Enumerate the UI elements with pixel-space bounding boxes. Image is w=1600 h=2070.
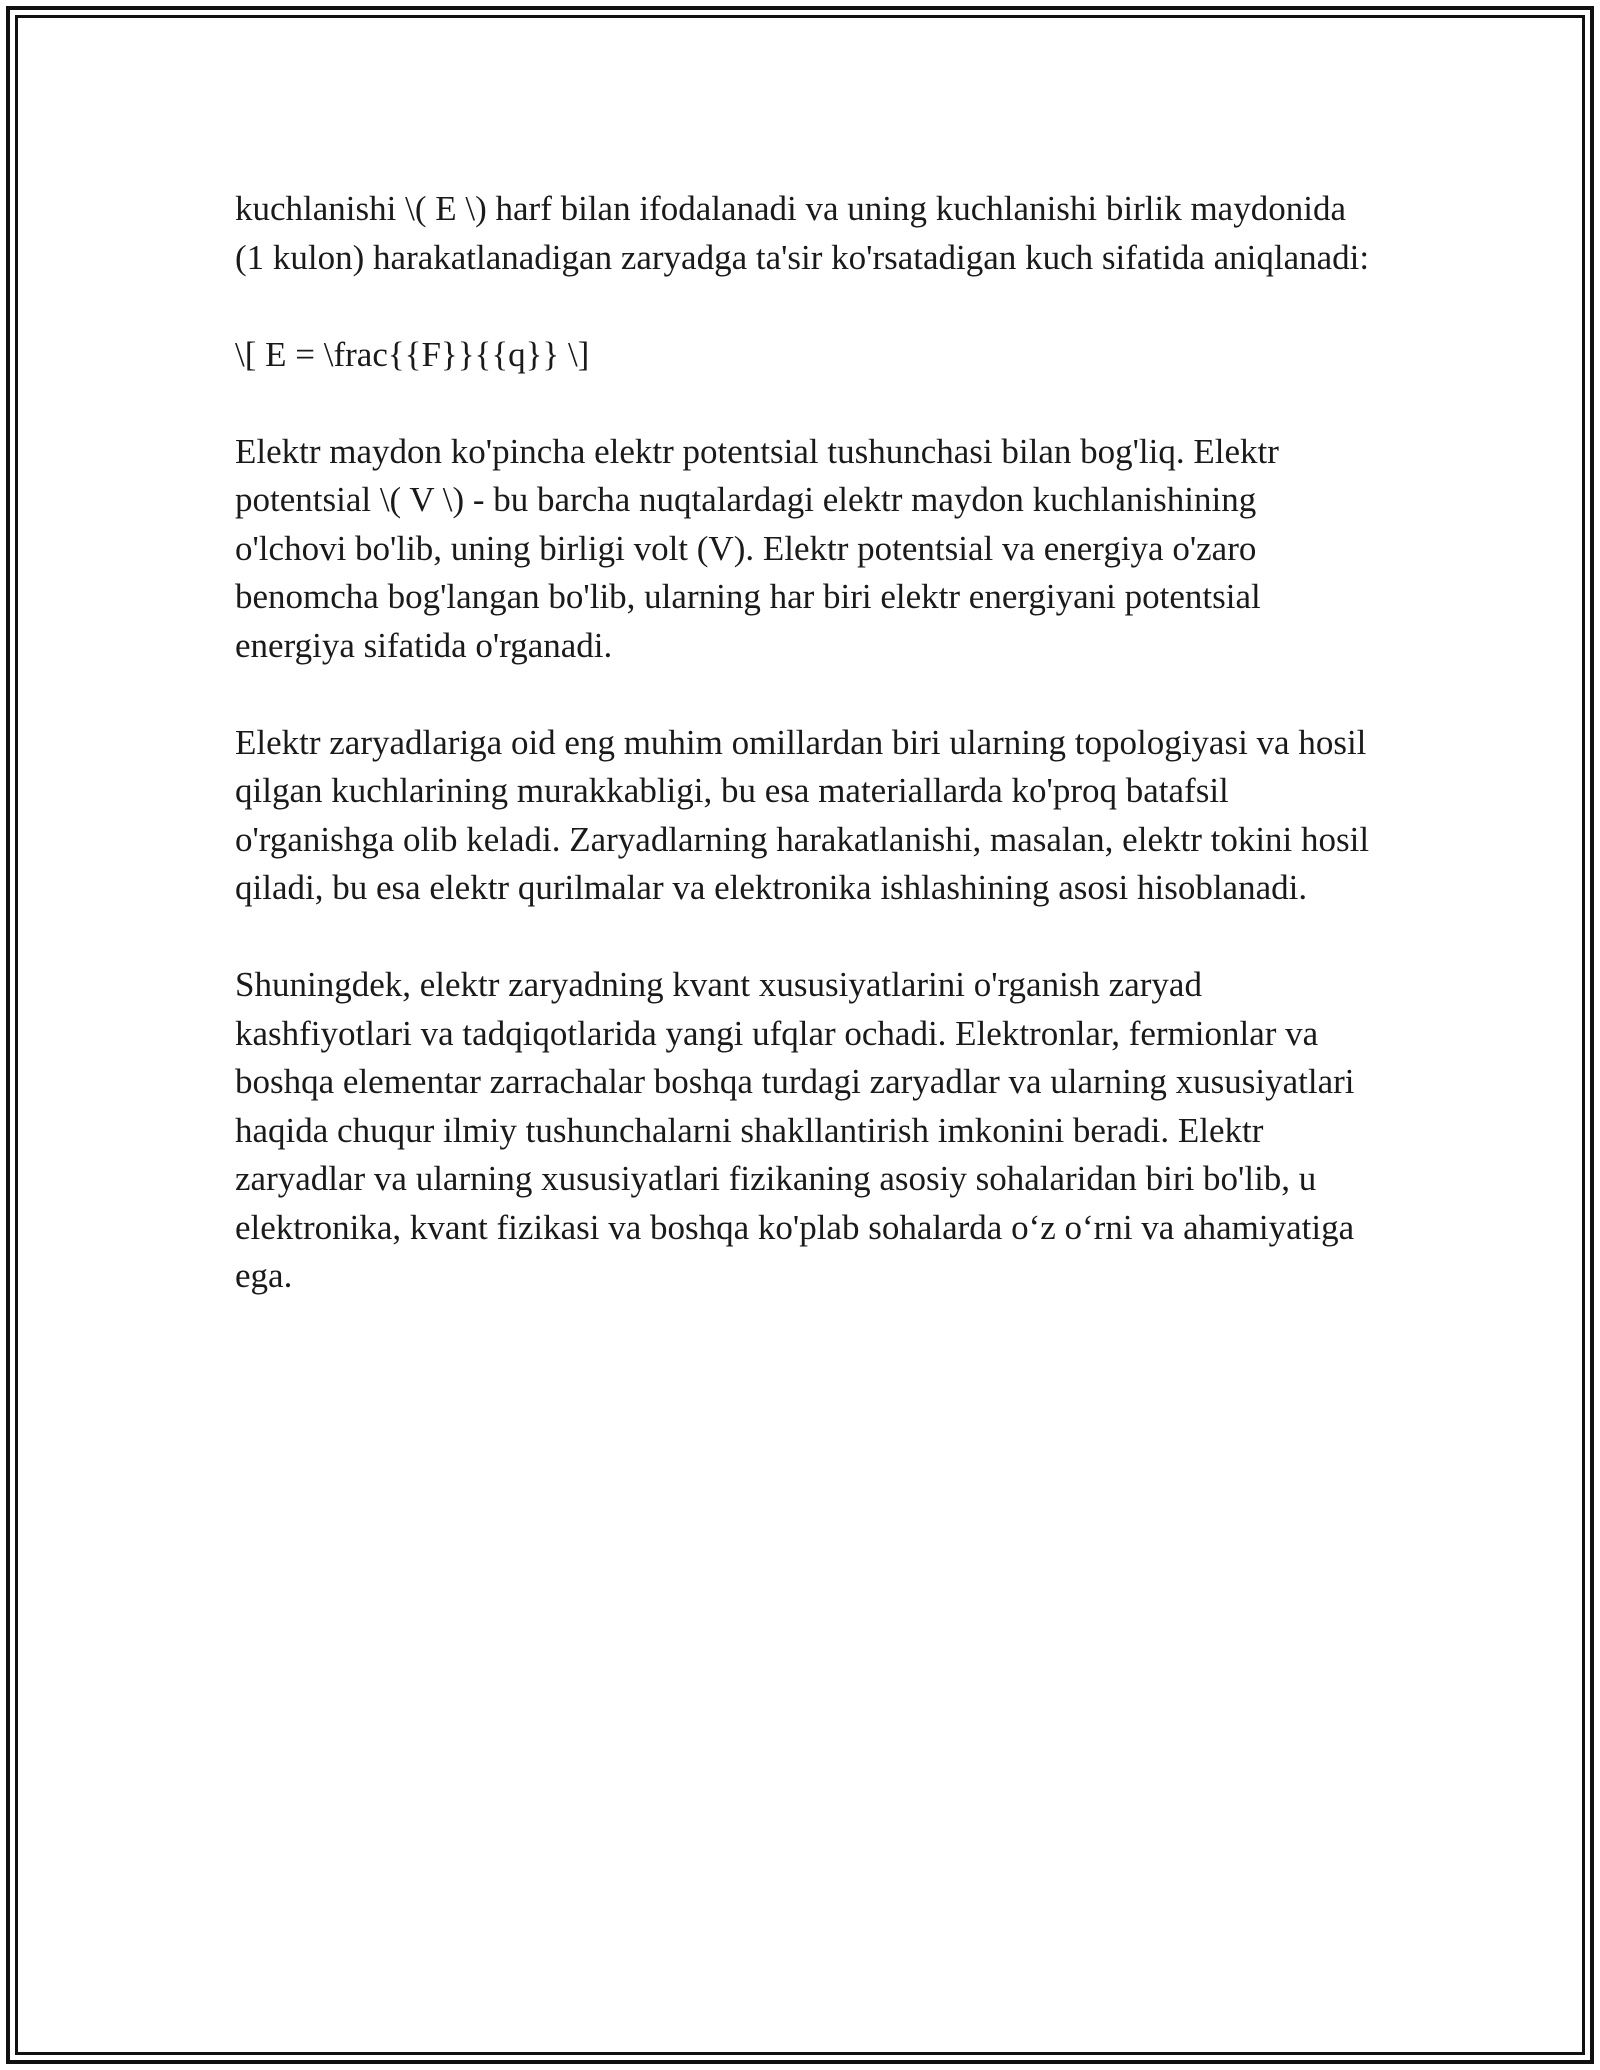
paragraph-charge-topology: Elektr zaryadlariga oid eng muhim omillardan biri ularning topologiyasi va hosil qilgan kuchlarining murakkabligi, bu esa materiallarda ko'proq batafsil o'rganishga olib keladi. Zaryadlarning harakatlanishi, masalan, elektr tokini hosil qiladi, bu esa elektr qurilmalar va elektronika ishlashining asosi hisoblanadi. (235, 722, 1370, 907)
paragraph-field-definition: kuchlanishi \( E \) harf bilan ifodalanadi va uning kuchlanishi birlik maydonida (1 kulon) harakatlanadigan zaryadga ta'sir ko'rsatadigan kuch sifatida aniqlanadi: (235, 189, 1370, 277)
document-body (235, 185, 1370, 1349)
paragraph-quantum-properties: Shuningdek, elektr zaryadning kvant xususiyatlarini o'rganish zaryad kashfiyotlari va tadqiqotlarida yangi ufqlar ochadi. Elektronlar, fermionlar va boshqa elementar zarrachalar boshqa turdagi zaryadlar va ularning xususiyatlari haqida chuqur ilmiy tushunchalarni shakllantirish imkonini beradi. Elektr zaryadlar va ularning xususiyatlari fizikaning asosiy sohalaridan biri bo'lib, u elektronika, kvant fizikasi va boshqa ko'plab sohalarda o‘z o‘rni va ahamiyatiga ega. (235, 965, 1355, 1295)
paragraph-electric-potential: Elektr maydon ko'pincha elektr potentsial tushunchasi bilan bog'liq. Elektr potentsial \( V \) - bu barcha nuqtalardagi elektr maydon kuchlanishining o'lchovi bo'lib, uning birligi volt (V). Elektr potentsial va energiya o'zaro benomcha bog'langan bo'lib, ularning har biri elektr energiyani potentsial energiya sifatida o'rganadi. (235, 431, 1279, 665)
formula-field-strength: \[ E = \frac{{F}}{{q}} \] (235, 334, 590, 374)
